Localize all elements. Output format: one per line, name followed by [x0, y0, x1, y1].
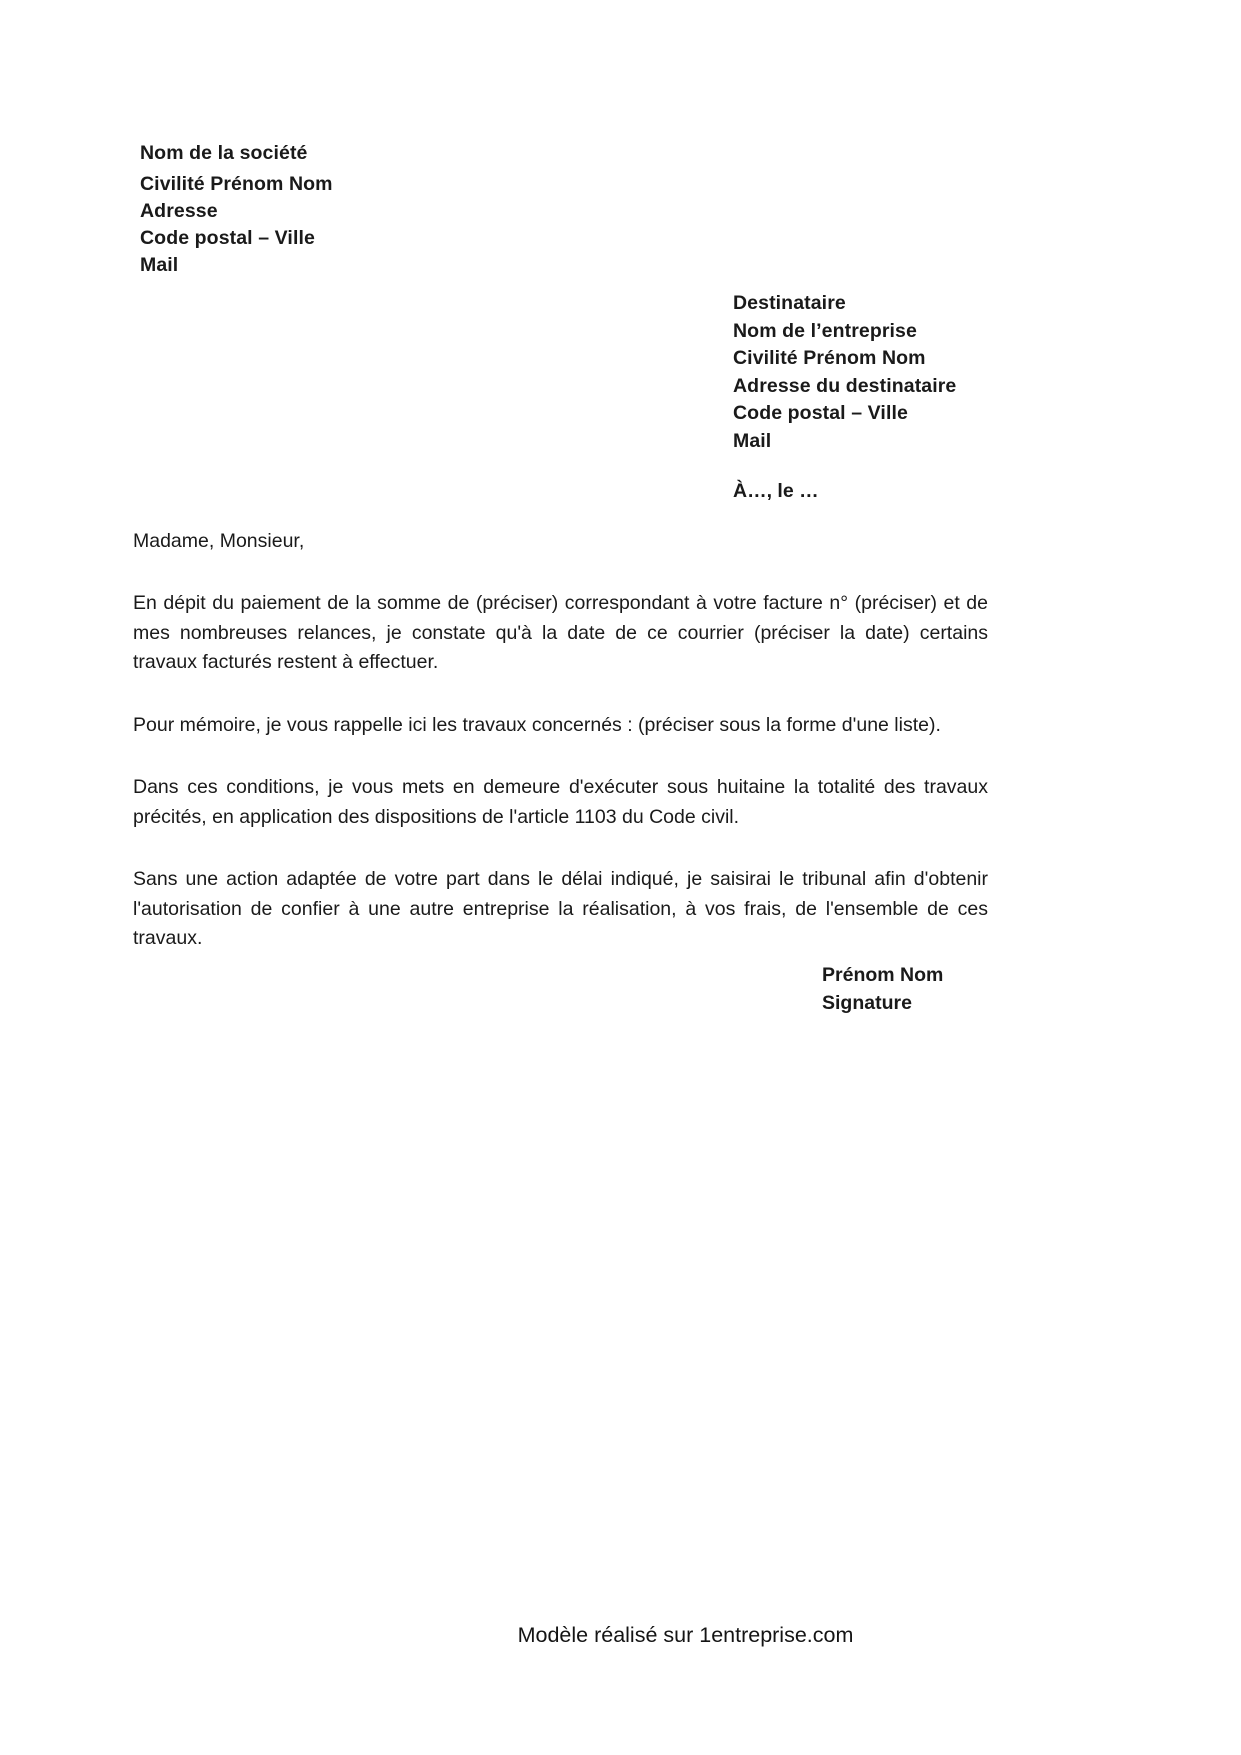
recipient-email: Mail: [733, 429, 772, 452]
recipient-address-block: [733, 290, 1193, 455]
sender-company-name: Nom de la société: [140, 142, 308, 164]
place-date-line: À…, le …: [733, 480, 819, 502]
sender-email: Mail: [140, 254, 179, 276]
salutation: Madame, Monsieur,: [133, 530, 305, 552]
sender-address-block: [140, 140, 600, 279]
footer-credit-text: Modèle réalisé sur 1entreprise.com: [517, 1623, 854, 1647]
body-paragraph-1: En dépit du paiement de la somme de (préciser) correspondant à votre facture n° (préciser) et de mes nombreuses relances, je constate qu'à la date de ce courrier (préciser la date) certains travaux facturés restent à effectuer.: [133, 592, 988, 673]
signatory-name: Prénom Nom: [822, 964, 944, 986]
body-paragraph-3: Dans ces conditions, je vous mets en demeure d'exécuter sous huitaine la totalité des travaux précités, en application des dispositions de l'article 1103 du Code civil.: [133, 776, 988, 828]
recipient-postal-city: Code postal – Ville: [733, 402, 908, 424]
recipient-company-name: Nom de l’entreprise: [733, 319, 917, 342]
place-and-date-block: [733, 478, 819, 506]
body-paragraph-4: Sans une action adaptée de votre part dans le délai indiqué, je saisirai le tribunal afin d'obtenir l'autorisation de confier à une autre entreprise la réalisation, à vos frais, de l'ensemble de ces travaux.: [133, 868, 988, 949]
letter-body: [133, 527, 988, 954]
page-footer: [0, 1620, 1241, 1650]
recipient-label: Destinataire: [733, 292, 846, 314]
signature-block: [822, 962, 943, 1017]
recipient-person-name: Civilité Prénom Nom: [733, 347, 926, 369]
sender-postal-city: Code postal – Ville: [140, 227, 315, 249]
recipient-street-address: Adresse du destinataire: [733, 374, 957, 397]
sender-person-name: Civilité Prénom Nom: [140, 173, 333, 195]
signature-label: Signature: [822, 991, 912, 1014]
body-paragraph-2: Pour mémoire, je vous rappelle ici les travaux concernés : (préciser sous la forme d'une liste).: [133, 713, 941, 736]
sender-street-address: Adresse: [140, 200, 218, 222]
